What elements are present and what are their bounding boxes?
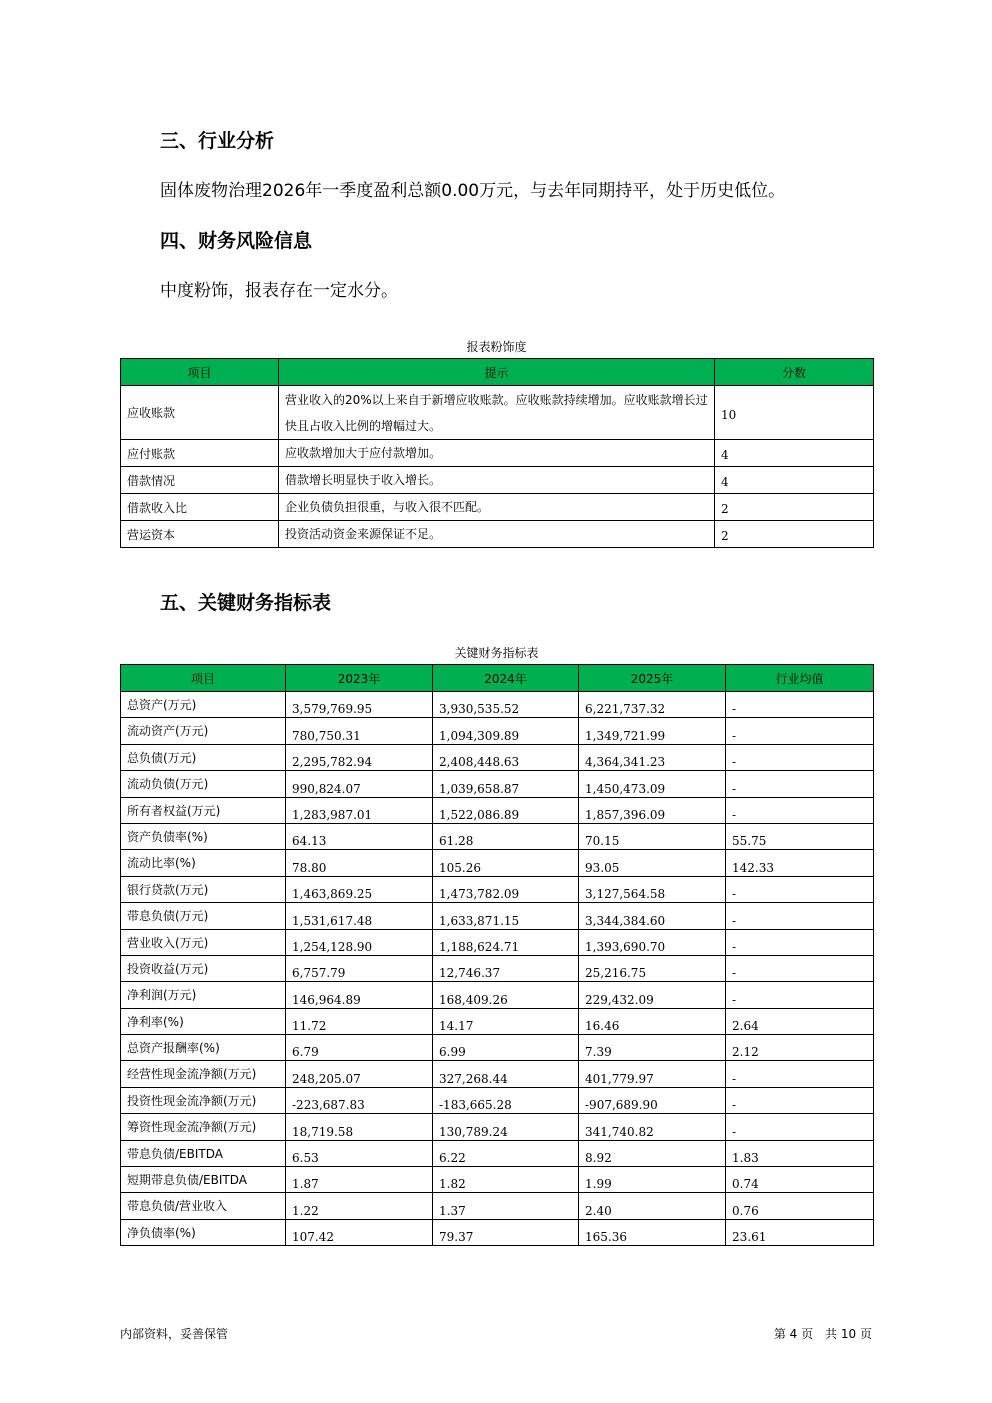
column-header: 行业均值: [726, 665, 874, 692]
value-cell: 61.28: [433, 823, 579, 849]
value-cell: 11.72: [286, 1008, 433, 1034]
table-row: [121, 929, 874, 955]
value-cell: -: [726, 982, 874, 1008]
value-cell: 105.26: [433, 850, 579, 876]
value-cell: 18,719.58: [286, 1114, 433, 1140]
section3-heading: 三、行业分析: [160, 130, 275, 152]
table-header-row: [121, 665, 874, 692]
value-cell: 3,579,769.95: [286, 692, 433, 718]
footer-confidential: 内部资料，妥善保管: [120, 1327, 229, 1341]
value-cell: 401,779.97: [579, 1061, 726, 1087]
column-header: 项目: [121, 665, 286, 692]
score-cell: 4: [715, 467, 874, 494]
indicator-name-cell: 银行贷款(万元): [121, 876, 286, 902]
indicator-name-cell: 投资性现金流净额(万元): [121, 1087, 286, 1113]
column-header: 分数: [715, 359, 874, 386]
section4-text: 中度粉饰，报表存在一定水分。: [160, 281, 398, 301]
item-cell: 借款收入比: [121, 494, 279, 521]
table-row: [121, 903, 874, 929]
table-row: [121, 1008, 874, 1034]
value-cell: -: [726, 903, 874, 929]
value-cell: 6.99: [433, 1035, 579, 1061]
score-cell: 2: [715, 521, 874, 548]
section3-text: 固体废物治理2026年一季度盈利总额0.00万元，与去年同期持平，处于历史低位。: [160, 181, 786, 201]
value-cell: 70.15: [579, 823, 726, 849]
indicator-name-cell: 投资收益(万元): [121, 955, 286, 981]
hint-cell: 应收款增加大于应付款增加。: [279, 440, 715, 467]
table-header-row: [121, 359, 874, 386]
value-cell: -: [726, 718, 874, 744]
table-row: [121, 494, 874, 521]
table-row: [121, 1140, 874, 1166]
value-cell: 142.33: [726, 850, 874, 876]
indicator-name-cell: 流动负债(万元): [121, 771, 286, 797]
indicator-name-cell: 短期带息负债/EBITDA: [121, 1167, 286, 1193]
value-cell: 6,757.79: [286, 955, 433, 981]
value-cell: 93.05: [579, 850, 726, 876]
value-cell: 3,127,564.58: [579, 876, 726, 902]
item-cell: 营运资本: [121, 521, 279, 548]
value-cell: 1,857,396.09: [579, 797, 726, 823]
value-cell: -: [726, 797, 874, 823]
hint-cell: 投资活动资金来源保证不足。: [279, 521, 715, 548]
value-cell: -: [726, 876, 874, 902]
value-cell: 327,268.44: [433, 1061, 579, 1087]
value-cell: 6,221,737.32: [579, 692, 726, 718]
table-row: [121, 982, 874, 1008]
value-cell: -: [726, 692, 874, 718]
section4-heading: 四、财务风险信息: [160, 230, 313, 252]
value-cell: 1,039,658.87: [433, 771, 579, 797]
value-cell: 1,254,128.90: [286, 929, 433, 955]
table1-caption: 报表粉饰度: [466, 340, 527, 354]
indicator-name-cell: 带息负债(万元): [121, 903, 286, 929]
hint-cell: 营业收入的20%以上来自于新增应收账款。应收账款持续增加。应收账款增长过快且占收入比例的增幅过大。: [279, 386, 715, 440]
value-cell: 341,740.82: [579, 1114, 726, 1140]
indicator-name-cell: 总资产报酬率(%): [121, 1035, 286, 1061]
value-cell: 1,188,624.71: [433, 929, 579, 955]
value-cell: 1,531,617.48: [286, 903, 433, 929]
value-cell: 64.13: [286, 823, 433, 849]
value-cell: 248,205.07: [286, 1061, 433, 1087]
table-row: [121, 440, 874, 467]
table-row: [121, 771, 874, 797]
table2-caption: 关键财务指标表: [454, 646, 539, 660]
item-cell: 借款情况: [121, 467, 279, 494]
table-row: [121, 955, 874, 981]
score-cell: 2: [715, 494, 874, 521]
table-row: [121, 521, 874, 548]
value-cell: 168,409.26: [433, 982, 579, 1008]
value-cell: 8.92: [579, 1140, 726, 1166]
indicator-name-cell: 筹资性现金流净额(万元): [121, 1114, 286, 1140]
value-cell: 1,393,690.70: [579, 929, 726, 955]
value-cell: 1,349,721.99: [579, 718, 726, 744]
value-cell: 1,633,871.15: [433, 903, 579, 929]
value-cell: 2,295,782.94: [286, 744, 433, 770]
hint-cell: 企业负债负担很重，与收入很不匹配。: [279, 494, 715, 521]
indicator-name-cell: 净负债率(%): [121, 1219, 286, 1245]
value-cell: 1.82: [433, 1167, 579, 1193]
value-cell: 2.40: [579, 1193, 726, 1219]
value-cell: -: [726, 771, 874, 797]
value-cell: 1.87: [286, 1167, 433, 1193]
value-cell: 1,463,869.25: [286, 876, 433, 902]
value-cell: -183,665.28: [433, 1087, 579, 1113]
table-row: [121, 744, 874, 770]
section5-heading: 五、关键财务指标表: [160, 592, 332, 614]
table-row: [121, 1219, 874, 1245]
table-row: [121, 876, 874, 902]
value-cell: 1,473,782.09: [433, 876, 579, 902]
table-row: [121, 1061, 874, 1087]
value-cell: 1,094,309.89: [433, 718, 579, 744]
indicator-name-cell: 总负债(万元): [121, 744, 286, 770]
column-header: 2023年: [286, 665, 433, 692]
value-cell: 107.42: [286, 1219, 433, 1245]
value-cell: 1,522,086.89: [433, 797, 579, 823]
value-cell: 2.64: [726, 1008, 874, 1034]
value-cell: 55.75: [726, 823, 874, 849]
indicator-name-cell: 经营性现金流净额(万元): [121, 1061, 286, 1087]
value-cell: 3,930,535.52: [433, 692, 579, 718]
table-row: [121, 386, 874, 440]
score-cell: 10: [715, 386, 874, 440]
table-row: [121, 467, 874, 494]
table-row: [121, 1167, 874, 1193]
indicator-name-cell: 流动资产(万元): [121, 718, 286, 744]
whitewash-table: [120, 358, 874, 548]
value-cell: 165.36: [579, 1219, 726, 1245]
table-row: [121, 1035, 874, 1061]
table-row: [121, 1087, 874, 1113]
indicator-name-cell: 流动比率(%): [121, 850, 286, 876]
value-cell: 146,964.89: [286, 982, 433, 1008]
column-header: 提示: [279, 359, 715, 386]
table-row: [121, 692, 874, 718]
value-cell: -: [726, 744, 874, 770]
footer-page-number: 第 4 页 共 10 页: [773, 1327, 872, 1341]
value-cell: 0.76: [726, 1193, 874, 1219]
indicator-name-cell: 净利润(万元): [121, 982, 286, 1008]
value-cell: -: [726, 1061, 874, 1087]
item-cell: 应收账款: [121, 386, 279, 440]
value-cell: 79.37: [433, 1219, 579, 1245]
indicator-name-cell: 带息负债/营业收入: [121, 1193, 286, 1219]
value-cell: 25,216.75: [579, 955, 726, 981]
value-cell: 78.80: [286, 850, 433, 876]
value-cell: -: [726, 1114, 874, 1140]
value-cell: 6.79: [286, 1035, 433, 1061]
table-row: [121, 718, 874, 744]
indicator-name-cell: 资产负债率(%): [121, 823, 286, 849]
value-cell: 14.17: [433, 1008, 579, 1034]
indicator-name-cell: 总资产(万元): [121, 692, 286, 718]
column-header: 2025年: [579, 665, 726, 692]
value-cell: 12,746.37: [433, 955, 579, 981]
item-cell: 应付账款: [121, 440, 279, 467]
value-cell: 1,283,987.01: [286, 797, 433, 823]
value-cell: 7.39: [579, 1035, 726, 1061]
table-row: [121, 823, 874, 849]
table-row: [121, 1114, 874, 1140]
value-cell: 130,789.24: [433, 1114, 579, 1140]
value-cell: 1.37: [433, 1193, 579, 1219]
value-cell: 780,750.31: [286, 718, 433, 744]
value-cell: 990,824.07: [286, 771, 433, 797]
score-cell: 4: [715, 440, 874, 467]
value-cell: 16.46: [579, 1008, 726, 1034]
value-cell: 6.53: [286, 1140, 433, 1166]
column-header: 项目: [121, 359, 279, 386]
table-row: [121, 797, 874, 823]
value-cell: -223,687.83: [286, 1087, 433, 1113]
value-cell: 1.99: [579, 1167, 726, 1193]
hint-cell: 借款增长明显快于收入增长。: [279, 467, 715, 494]
column-header: 2024年: [433, 665, 579, 692]
value-cell: 1,450,473.09: [579, 771, 726, 797]
value-cell: -: [726, 929, 874, 955]
value-cell: -907,689.90: [579, 1087, 726, 1113]
value-cell: 6.22: [433, 1140, 579, 1166]
indicator-name-cell: 所有者权益(万元): [121, 797, 286, 823]
value-cell: 0.74: [726, 1167, 874, 1193]
value-cell: 229,432.09: [579, 982, 726, 1008]
value-cell: 2,408,448.63: [433, 744, 579, 770]
value-cell: 1.83: [726, 1140, 874, 1166]
value-cell: -: [726, 1087, 874, 1113]
value-cell: 4,364,341.23: [579, 744, 726, 770]
value-cell: 3,344,384.60: [579, 903, 726, 929]
table-row: [121, 850, 874, 876]
indicator-name-cell: 带息负债/EBITDA: [121, 1140, 286, 1166]
value-cell: -: [726, 955, 874, 981]
value-cell: 2.12: [726, 1035, 874, 1061]
value-cell: 23.61: [726, 1219, 874, 1245]
table-row: [121, 1193, 874, 1219]
indicator-name-cell: 营业收入(万元): [121, 929, 286, 955]
key-financial-indicators-table: [120, 664, 874, 1246]
indicator-name-cell: 净利率(%): [121, 1008, 286, 1034]
value-cell: 1.22: [286, 1193, 433, 1219]
